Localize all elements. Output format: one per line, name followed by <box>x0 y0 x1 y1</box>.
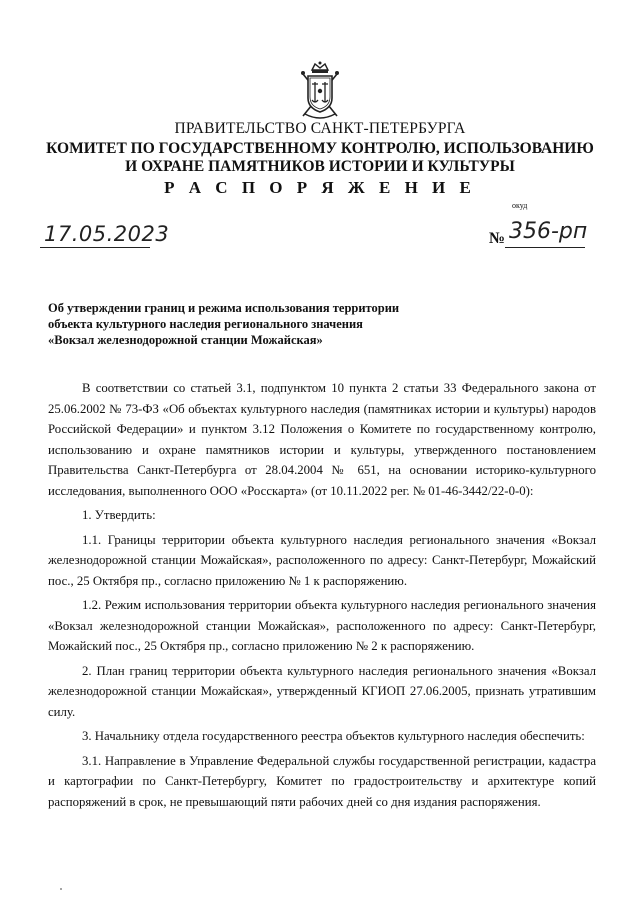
scan-speck <box>60 888 62 890</box>
decree-date: 17.05.2023 <box>44 222 170 246</box>
subject-line-1: Об утверждении границ и режима использования территории <box>48 301 400 315</box>
paragraph-3-1: 3.1. Направление в Управление Федеральной службы государственной регистрации, кадастра и картографии по Санкт-Петербургу, Комитет по градостроительству и архитектуре копий распоряжений в срок, не превышающий пяти рабочих дней со дня издания распоряжения. <box>48 753 596 809</box>
decree-subject <box>48 300 399 348</box>
paragraph-2: 2. План границ территории объекта культурного наследия регионального значения «Вокзал железнодорожной станции Можайская», утвержденный КГИОП 27.06.2005, признать утратившим силу. <box>48 663 596 719</box>
committee-title-line-1: КОМИТЕТ ПО ГОСУДАРСТВЕННОМУ КОНТРОЛЮ, ИСПОЛЬЗОВАНИЮ <box>46 140 594 157</box>
paragraph-1-2: 1.2. Режим использования территории объекта культурного наследия регионального значения «Вокзал железнодорожной станции Можайская», расположенного по адресу: Санкт-Петербург, Можайский пос., 25 Октября пр., согласно приложению № 2 к распоряжению. <box>48 598 596 653</box>
paragraph-3: 3. Начальнику отдела государственного реестра объектов культурного наследия обеспечить: <box>82 729 585 743</box>
decree-body <box>48 378 596 816</box>
paragraph-1: 1. Утвердить: <box>82 508 156 522</box>
committee-title-line-2: И ОХРАНЕ ПАМЯТНИКОВ ИСТОРИИ И КУЛЬТУРЫ <box>125 158 515 175</box>
subject-line-2: объекта культурного наследия регионального значения <box>48 317 363 331</box>
decree-number: 356-рп <box>509 219 588 244</box>
document-type-heading: Р А С П О Р Я Ж Е Н И Е <box>164 178 476 197</box>
number-label: № <box>489 230 506 247</box>
number-underline <box>505 247 585 248</box>
committee-title <box>0 140 640 176</box>
date-underline <box>40 247 150 248</box>
okud-label: окуд <box>512 201 528 210</box>
government-title: ПРАВИТЕЛЬСТВО САНКТ-ПЕТЕРБУРГА <box>174 120 466 137</box>
paragraph-1-1: 1.1. Границы территории объекта культурного наследия регионального значения «Вокзал железнодорожной станции Можайская», расположенного по адресу: Санкт-Петербург, Можайский пос., 25 Октября пр., согласно приложению № 1 к распоряжению. <box>48 532 596 588</box>
paragraph-preamble: В соответствии со статьей 3.1, подпунктом 10 пункта 2 статьи 33 Федерального закона от 25.06.2002 № 73-ФЗ «Об объектах культурного наследия (памятниках истории и культуры) народов Российской Федерации» и пунктом 3.12 Положения о Комитете по государственному контролю, использованию и охране памятников истории и культуры, утвержденного постановлением Правительства Санкт-Петербурга от 28.04.2004 № 651, на основании историко-культурного исследования, выполненного ООО «Росскарта» (от 10.11.2022 рег. № 01-46-3442/22-0-0): <box>48 381 596 498</box>
coat-of-arms-icon <box>295 60 345 122</box>
subject-line-3: «Вокзал железнодорожной станции Можайская» <box>48 333 323 347</box>
